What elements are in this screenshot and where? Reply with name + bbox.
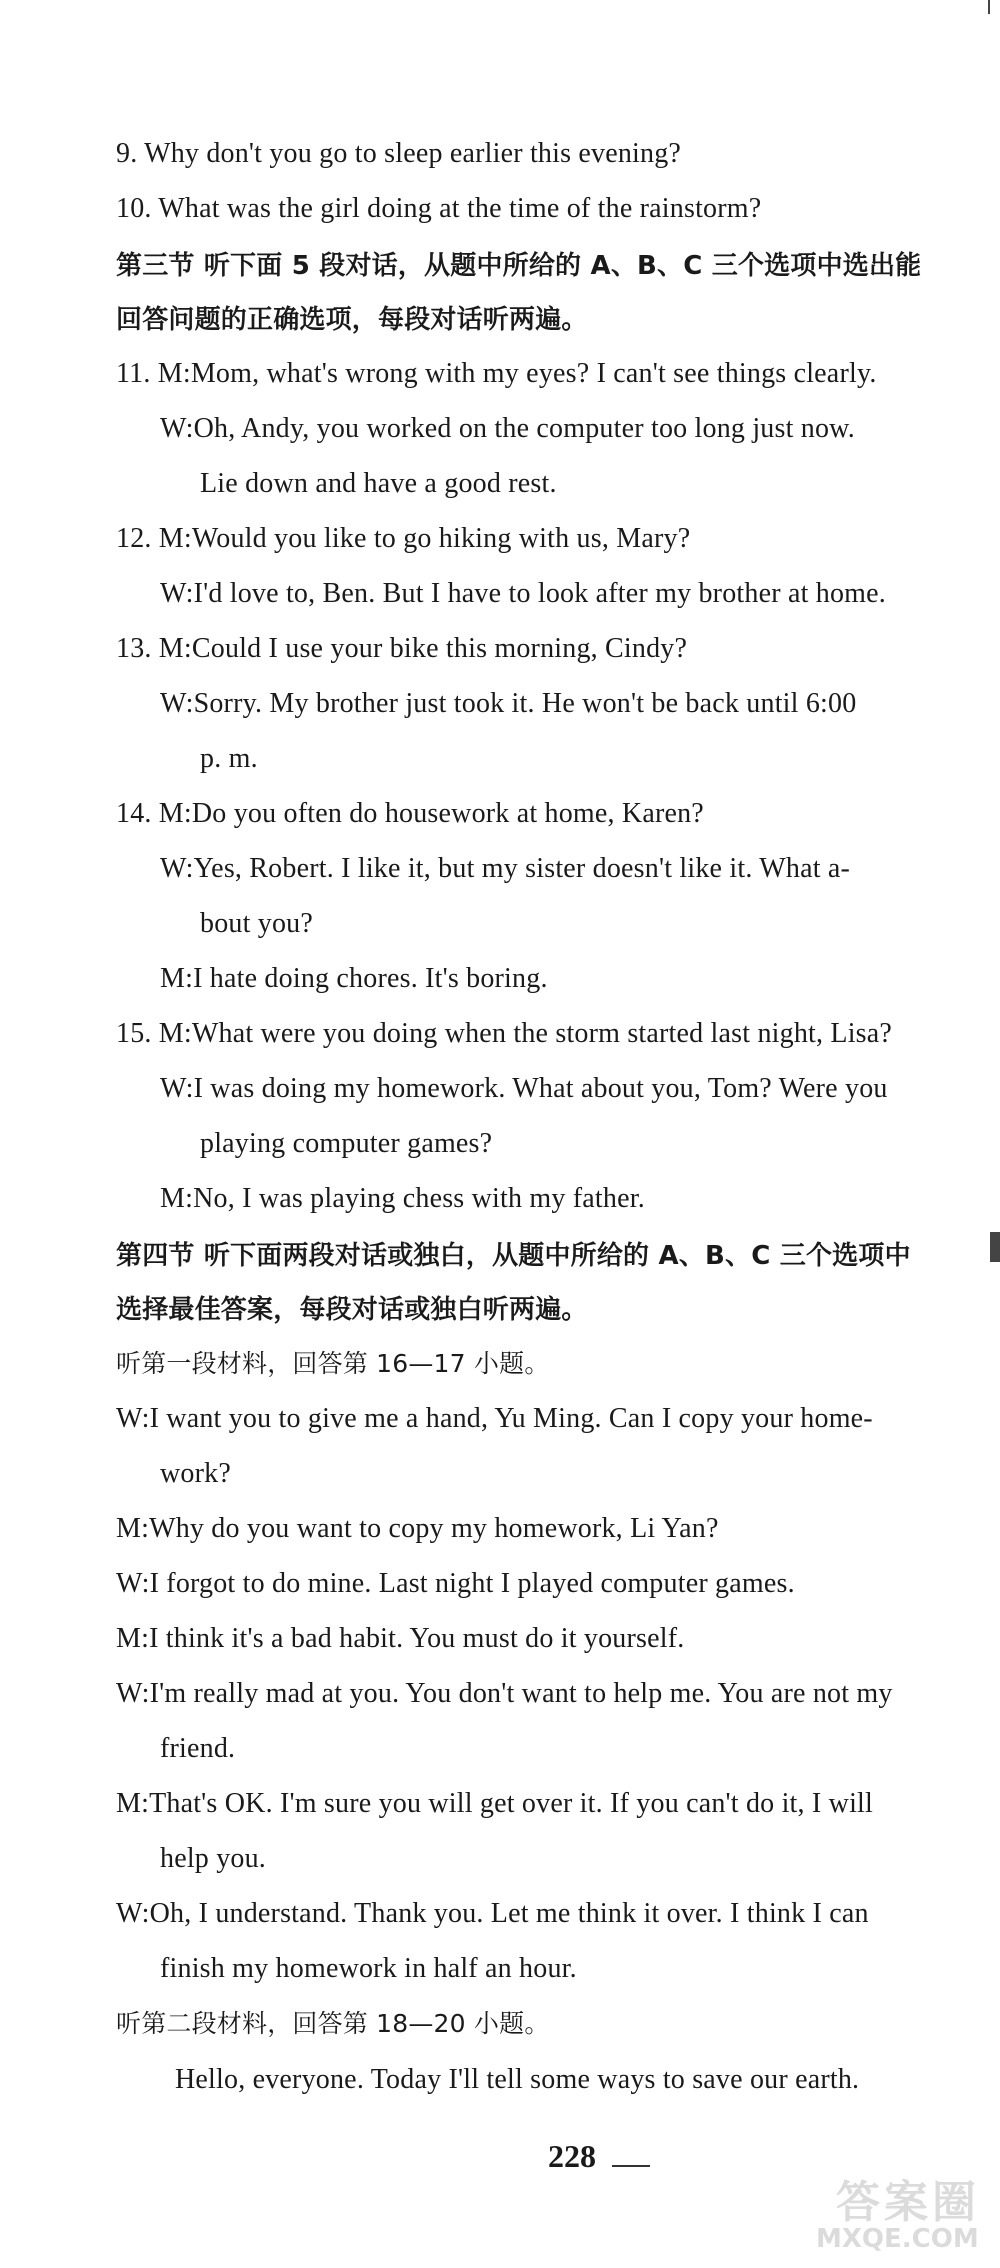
transcript-line: 14. M:Do you often do housework at home, Karen? <box>116 798 704 829</box>
transcript-line: M:Why do you want to copy my homework, Li Yan? <box>116 1513 719 1544</box>
transcript-line: W:I'm really mad at you. You don't want to help me. You are not my <box>116 1678 893 1709</box>
transcript-line: 10. What was the girl doing at the time of the rainstorm? <box>116 193 762 224</box>
transcript-line: W:I want you to give me a hand, Yu Ming. Can I copy your home- <box>116 1403 873 1434</box>
transcript-line: W:Yes, Robert. I like it, but my sister doesn't like it. What a- <box>160 853 851 884</box>
transcript-line: work? <box>160 1458 231 1489</box>
section-heading-line: 第三节 听下面 5 段对话，从题中所给的 A、B、C 三个选项中选出能 <box>116 251 922 281</box>
transcript-line: help you. <box>160 1843 267 1874</box>
transcript-line: Lie down and have a good rest. <box>200 468 557 499</box>
transcript-line: friend. <box>160 1733 236 1764</box>
page-number-dash <box>612 2165 650 2167</box>
transcript-line: 12. M:Would you like to go hiking with us, Mary? <box>116 523 691 554</box>
transcript-line: W:I'd love to, Ben. But I have to look after my brother at home. <box>160 578 886 609</box>
transcript-line: bout you? <box>200 908 314 939</box>
transcript-line: 15. M:What were you doing when the storm started last night, Lisa? <box>116 1018 893 1049</box>
transcript-line: M:That's OK. I'm sure you will get over it. If you can't do it, I will <box>116 1788 874 1819</box>
transcript-line: W:Oh, I understand. Thank you. Let me think it over. I think I can <box>116 1898 869 1929</box>
instruction-line: 听第二段材料，回答第 18—20 小题。 <box>116 2009 550 2038</box>
transcript-line: W:I was doing my homework. What about you, Tom? Were you <box>160 1073 888 1104</box>
scan-edge-mark-top <box>988 0 990 14</box>
transcript-line: W:Oh, Andy, you worked on the computer too long just now. <box>160 413 855 444</box>
watermark <box>816 2166 992 2262</box>
watermark-url: MXQE.COM <box>816 2224 979 2254</box>
section-heading-line: 回答问题的正确选项，每段对话听两遍。 <box>116 305 588 335</box>
transcript-line: W:I forgot to do mine. Last night I played computer games. <box>116 1568 795 1599</box>
section-heading-line: 选择最佳答案，每段对话或独白听两遍。 <box>116 1295 588 1325</box>
instruction-line: 听第一段材料，回答第 16—17 小题。 <box>116 1349 550 1378</box>
transcript-line: M:No, I was playing chess with my father. <box>160 1183 645 1214</box>
transcript-line: 9. Why don't you go to sleep earlier this evening? <box>116 138 682 169</box>
transcript-line: 13. M:Could I use your bike this morning, Cindy? <box>116 633 688 664</box>
page-number: 228 <box>548 2138 596 2174</box>
transcript-line: W:Sorry. My brother just took it. He won't be back until 6:00 <box>160 688 857 719</box>
transcript-line: 11. M:Mom, what's wrong with my eyes? I can't see things clearly. <box>116 358 877 389</box>
transcript-line: playing computer games? <box>200 1128 493 1159</box>
transcript-line: M:I think it's a bad habit. You must do it yourself. <box>116 1623 685 1654</box>
scan-edge-mark-right <box>990 1232 1000 1262</box>
section-heading-line: 第四节 听下面两段对话或独白，从题中所给的 A、B、C 三个选项中 <box>116 1241 911 1271</box>
watermark-logo: 答案圈 <box>836 2177 980 2228</box>
transcript-line: finish my homework in half an hour. <box>160 1953 577 1984</box>
transcript-line: p. m. <box>200 743 258 774</box>
transcript-line: Hello, everyone. Today I'll tell some ways to save our earth. <box>175 2064 860 2095</box>
transcript-line: M:I hate doing chores. It's boring. <box>160 963 548 994</box>
